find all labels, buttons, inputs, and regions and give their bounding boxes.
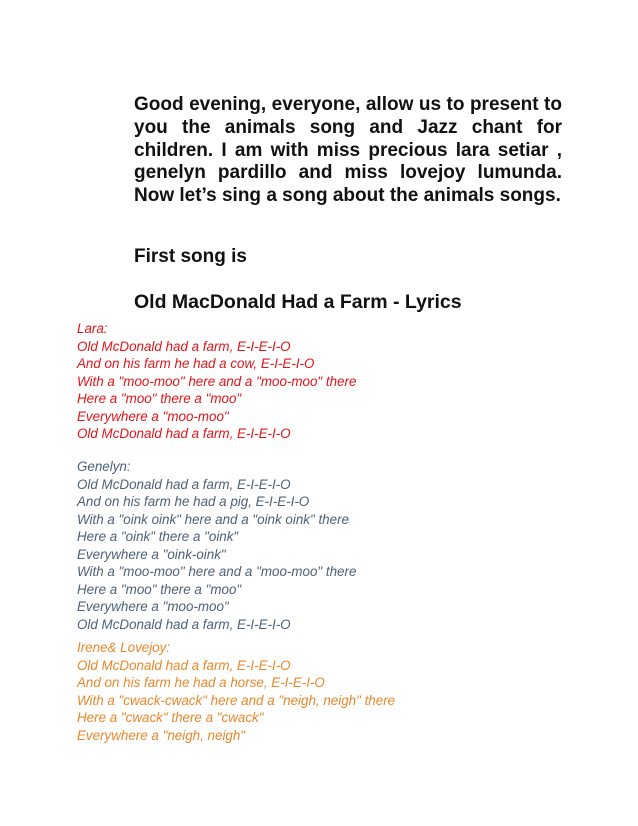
song-title: Old MacDonald Had a Farm - Lyrics [134, 291, 462, 313]
lyric-line: Here a "moo" there a "moo" [77, 581, 242, 597]
stanza-singer: Genelyn: [77, 459, 131, 474]
stanza-singer: Irene& Lovejoy: [77, 640, 171, 655]
lyric-line: Everywhere a "moo-moo" [77, 408, 229, 424]
lyric-line: With a "cwack-cwack" here and a "neigh, neigh" there [77, 692, 396, 708]
stanza-irene-lovejoy [77, 639, 395, 744]
lyric-line: Everywhere a "oink-oink" [77, 546, 226, 562]
stanza-singer: Lara: [77, 321, 108, 336]
stanza-lara [77, 320, 356, 443]
lyric-line: Here a "cwack" there a "cwack" [77, 710, 264, 726]
first-song-label: First song is [134, 246, 247, 267]
lyric-line: With a "moo-moo" here and a "moo-moo" there [77, 373, 357, 389]
lyric-line: Old McDonald had a farm, E-I-E-I-O [77, 657, 291, 673]
lyric-line: With a "moo-moo" here and a "moo-moo" there [77, 564, 357, 580]
stanza-genelyn [77, 458, 356, 633]
lyric-line: Old McDonald had a farm, E-I-E-I-O [77, 616, 291, 632]
lyric-line: Everywhere a "moo-moo" [77, 599, 229, 615]
lyric-line: Old McDonald had a farm, E-I-E-I-O [77, 338, 291, 354]
lyric-line: And on his farm he had a cow, E-I-E-I-O [77, 356, 315, 372]
lyric-line: With a "oink oink" here and a "oink oink" there [77, 511, 349, 527]
lyric-line: Here a "oink" there a "oink" [77, 529, 239, 545]
intro-paragraph: Good evening, everyone, allow us to present to you the animals song and Jazz chant for children. I am with miss precious lara setiar , genelyn pardillo and miss lovejoy lumunda. Now let’s sing a song about the animals songs. [134, 94, 562, 207]
lyric-line: And on his farm he had a horse, E-I-E-I-O [77, 675, 325, 691]
lyric-line: Old McDonald had a farm, E-I-E-I-O [77, 476, 291, 492]
lyric-line: And on his farm he had a pig, E-I-E-I-O [77, 494, 310, 510]
lyric-line: Old McDonald had a farm, E-I-E-I-O [77, 426, 291, 442]
lyric-line: Everywhere a "neigh, neigh" [77, 727, 246, 743]
lyric-line: Here a "moo" there a "moo" [77, 391, 242, 407]
